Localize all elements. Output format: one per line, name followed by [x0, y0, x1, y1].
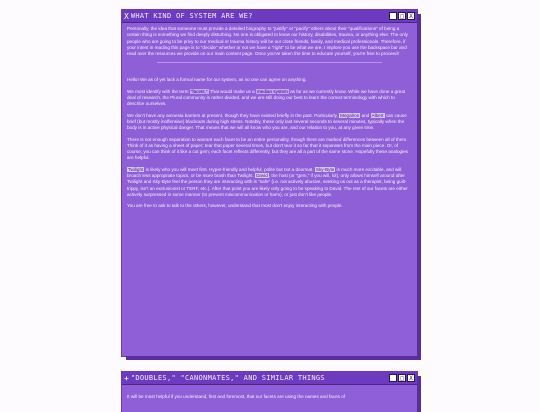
- paragraph-text: is likely who you will meet first. Hyper-friendly and helpful, polite but not a doormat.: [144, 166, 315, 172]
- amnesia-paragraph: [127, 113, 412, 132]
- maximize-button[interactable]: □: [398, 374, 406, 382]
- facets-paragraph: [127, 89, 412, 108]
- doubles-window: [122, 372, 417, 412]
- paragraph-text: as far as we currently know. While we have done a great deal of research, the Plural community is rather divided, and we are still doing our best to learn the correct terminology with which to describe ourselves.: [127, 88, 406, 107]
- window-content: [122, 385, 417, 400]
- system-info-window: [122, 10, 417, 356]
- window-controls: [389, 12, 415, 20]
- window-title: WHAT KIND OF SYSTEM ARE WE?: [130, 12, 253, 20]
- megalron-name: Megalron: [340, 112, 360, 118]
- facets-intro-paragraph: [127, 167, 412, 198]
- paragraph-text: We most identify with the term: [127, 88, 190, 94]
- paragraph-text: and: [360, 112, 371, 118]
- window-title: "DOUBLES," "CANONMATES," AND SIMILAR THINGS: [130, 374, 325, 382]
- window-titlebar[interactable]: [122, 372, 417, 385]
- closing-paragraph: You are free to ask to talk to the others, however, understand that most don't enjoy interacting with people.: [127, 203, 343, 209]
- window-content: [122, 23, 417, 210]
- divider: [157, 62, 382, 63]
- separation-paragraph: There is not enough separation to warrant each facet to be an entire personality, though there are marked differences between all of them. Think of it as having a sheet of paper; tear that paper several times, but don't tear it so far that it separates from the main piece. Or, of course, you can think of it like a cut gem; each facet reflects differently, but they are all a part of the same stone. Hopefully these analogies are helpful.: [127, 136, 408, 161]
- david-name: David: [256, 173, 268, 179]
- maximize-button[interactable]: □: [398, 12, 406, 20]
- paragraph-text: , the host (or "gem," if you will, lol), only allows himself around after Twilight and Sky-Byte feel the person they are interacting with is "safe" (i.e. not actively abusive, seeking us out as a therapist, being guilt-trippy, isn't an exclusionist or TERF, etc.). After that point you are likely only going to be speaking to David. The rest of our facets are either actively surpressed in some manner (to prevent miscommunication or harm), or just don't like people.: [127, 173, 408, 197]
- minimize-button[interactable]: _: [389, 12, 397, 20]
- median-system-term[interactable]: median system: [256, 88, 288, 94]
- paragraph-text: That would make us a: [208, 88, 256, 94]
- doubles-paragraph: It will be most helpful if you understand, first and foremost, that our facets are using the names and faces of: [127, 394, 346, 399]
- paragraph-text: can cause brief (but mostly inoffensive) blackouts during high stress. Notably, these only last several seconds to several minutes, typically when the body is in active physical danger. That means that we will all know who you are, and our relation to you, at any given time.: [127, 112, 407, 131]
- paragraph-text: We don't have any amnesia barriers at present, though they have existed briefly in the past. Particularly,: [127, 112, 340, 118]
- twilight-name: Twilight: [128, 166, 144, 172]
- minimize-button[interactable]: _: [389, 374, 397, 382]
- skybyte-name: Sky-Byte: [315, 166, 335, 172]
- window-controls: [389, 374, 415, 382]
- paragraph-text: is much more excitable, and will broach less appropriate topics, or be more brash than Twilight.: [127, 166, 402, 179]
- plus-icon[interactable]: +: [124, 373, 129, 383]
- close-icon[interactable]: X: [124, 11, 129, 21]
- hello-paragraph: Hello! We as of yet lack a formal name for our system, as no one can agree on anything.: [127, 77, 307, 83]
- close-button[interactable]: X: [407, 12, 415, 20]
- close-button[interactable]: X: [407, 374, 415, 382]
- albert-name: Albert: [371, 112, 384, 118]
- window-titlebar[interactable]: [122, 10, 417, 23]
- intro-paragraph: Personally, the idea that someone must provide a detailed biography to "justify" or "pacify" others about their "qualifications" of being a certain thing is something we find deeply disturbing. No one is obligated to know our history, disabilities, trauma, or anything else. The only people who are going to be privy to our medical or trauma history will be our close friends, family, and medical professionals. Therefore, if your intent in reading this page is to "decide" whether or not we have a "right" to be what we are, I implore you use the backspace bar and read over the resources we provide on our main content page. Once you've taken the time to educate yourself, you're free to proceed!: [127, 26, 408, 57]
- facets-term[interactable]: "facets.": [190, 88, 208, 94]
